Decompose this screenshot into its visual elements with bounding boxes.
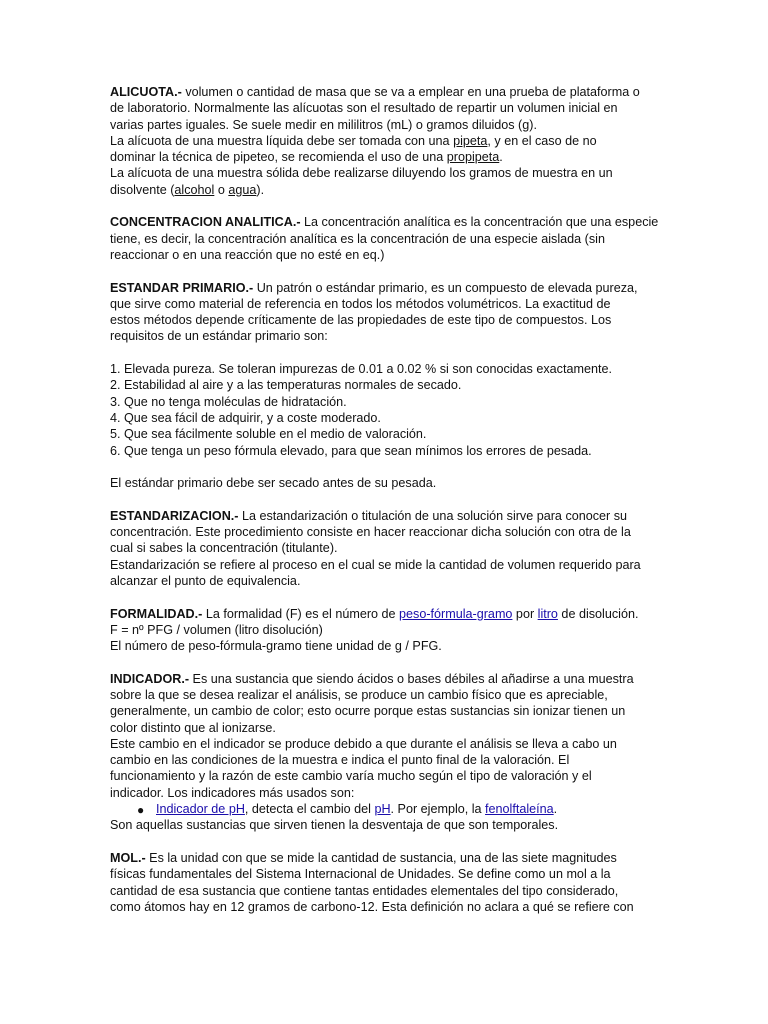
bullet-item: ● Indicador de pH, detecta el cambio del pH. Por ejemplo, la fenolftaleína. xyxy=(137,802,558,818)
formula-line: F = nº PFG / volumen (litro disolución) xyxy=(110,622,323,637)
section-estandarizacion: ESTANDARIZACION.- La estandarización o titulación de una solución sirve para conocer su concentración. Este procedimiento consiste en hacer reaccionar dicha solución con otra de la cual si sabes la concentración (titulante). Estandarización se refiere al proceso en el cual se mide la cantidad de volumen requerido para alcanzar el punto de equivalencia. xyxy=(110,508,641,588)
link-litro[interactable]: litro xyxy=(537,606,558,621)
list-item: 2. Estabilidad al aire y a las temperaturas normales de secado. xyxy=(110,378,462,393)
term-concentracion: CONCENTRACION ANALITICA.- xyxy=(110,215,301,230)
link-agua[interactable]: agua xyxy=(228,182,257,197)
term-formalidad: FORMALIDAD.- xyxy=(110,606,203,621)
section-mol: MOL.- Es la unidad con que se mide la cantidad de sustancia, una de las siete magnitudes físicas fundamentales del Sistema Internacional de Unidades. Se define como un mol a la cantidad de esa sustancia que contiene tantas entidades elementales del tipo considerado, como átomos hay en 12 gramos de carbono-12. Esta definición no aclara a qué se refiere con xyxy=(110,850,634,914)
link-alcohol[interactable]: alcohol xyxy=(174,182,215,197)
link-propipeta[interactable]: propipeta xyxy=(446,150,500,165)
term-alicuota: ALICUOTA.- xyxy=(110,85,182,99)
section-formalidad: FORMALIDAD.- La formalidad (F) es el número de peso-fórmula-gramo por litro de disolución. F = nº PFG / volumen (litro disolución) El número de peso-fórmula-gramo tiene unidad de g / PFG. xyxy=(110,606,668,655)
list-item: 6. Que tenga un peso fórmula elevado, para que sean mínimos los errores de pesada. xyxy=(110,443,592,458)
link-indicador-ph[interactable]: Indicador de pH xyxy=(156,802,245,817)
list-item: 3. Que no tenga moléculas de hidratación. xyxy=(110,394,347,409)
list-item: 1. Elevada pureza. Se toleran impurezas de 0.01 a 0.02 % si son conocidas exactamente. xyxy=(110,362,612,377)
section-concentracion: CONCENTRACION ANALITICA.- La concentración analítica es la concentración que una especie tiene, es decir, la concentración analítica es la concentración de una especie aislada (sin reaccionar o en una reacción que no esté en eq.) xyxy=(110,215,659,262)
section-alicuota: ALICUOTA.- volumen o cantidad de masa que se va a emplear en una prueba de plataforma o de laboratorio. Normalmente las alícuotas son el resultado de repartir un volumen inicial en varias partes iguales. Se suele medir en mililitros (mL) o gramos diluidos (g). La alícuota de una muestra líquida debe ser tomada con una pipeta, y en el caso de no dominar la técnica de pipeteo, se recomienda el uso de una propipeta. La alícuota de una muestra sólida debe realizarse diluyendo los gramos de muestra en un disolvente (alcohol o agua). xyxy=(110,85,640,197)
link-peso-formula-gramo[interactable]: peso-fórmula-gramo xyxy=(399,606,513,621)
bullet-icon: ● xyxy=(137,803,145,818)
link-fenolftaleina[interactable]: fenolftaleína xyxy=(485,802,554,817)
section-indicador: INDICADOR.- Es una sustancia que siendo ácidos o bases débiles al añadirse a una muestra sobre la que se desea realizar el análisis, se produce un cambio físico que es apreciable, generalmente, un cambio de color; esto ocurre porque estas sustancias sin ionizar tienen un color distinto que al ionizarse. Este cambio en el indicador se produce debido a que durante el análisis se lleva a cabo un cambio en las condiciones de la muestra e indica el punto final de la valoración. El funcionamiento y la razón de este cambio varía mucho según el tipo de valoración y el indicador. Los indicadores más usados son: ● Indicador de pH, detecta el cambio del pH. Por ejemplo, la fenolftaleína. Son aquellas sustancias que sirven tienen la desventaja de que son temporales. xyxy=(110,671,668,834)
term-mol: MOL.- xyxy=(110,850,146,865)
term-indicador: INDICADOR.- xyxy=(110,671,190,686)
list-item: 5. Que sea fácilmente soluble en el medio de valoración. xyxy=(110,427,427,442)
estandar-note: El estándar primario debe ser secado antes de su pesada. xyxy=(110,476,437,491)
section-estandar-primario: ESTANDAR PRIMARIO.- Un patrón o estándar primario, es un compuesto de elevada pureza, que sirve como material de referencia en todos los métodos volumétricos. La exactitud de estos métodos depende críticamente de las propiedades de este tipo de compuestos. Los requisitos de un estándar primario son: xyxy=(110,280,638,344)
term-estandarizacion: ESTANDARIZACION.- xyxy=(110,508,239,523)
term-estandar: ESTANDAR PRIMARIO.- xyxy=(110,280,254,295)
list-item: 4. Que sea fácil de adquirir, y a coste moderado. xyxy=(110,410,381,425)
link-pipeta[interactable]: pipeta xyxy=(453,133,488,148)
requirements-list xyxy=(110,361,668,459)
link-ph[interactable]: pH xyxy=(374,802,391,817)
